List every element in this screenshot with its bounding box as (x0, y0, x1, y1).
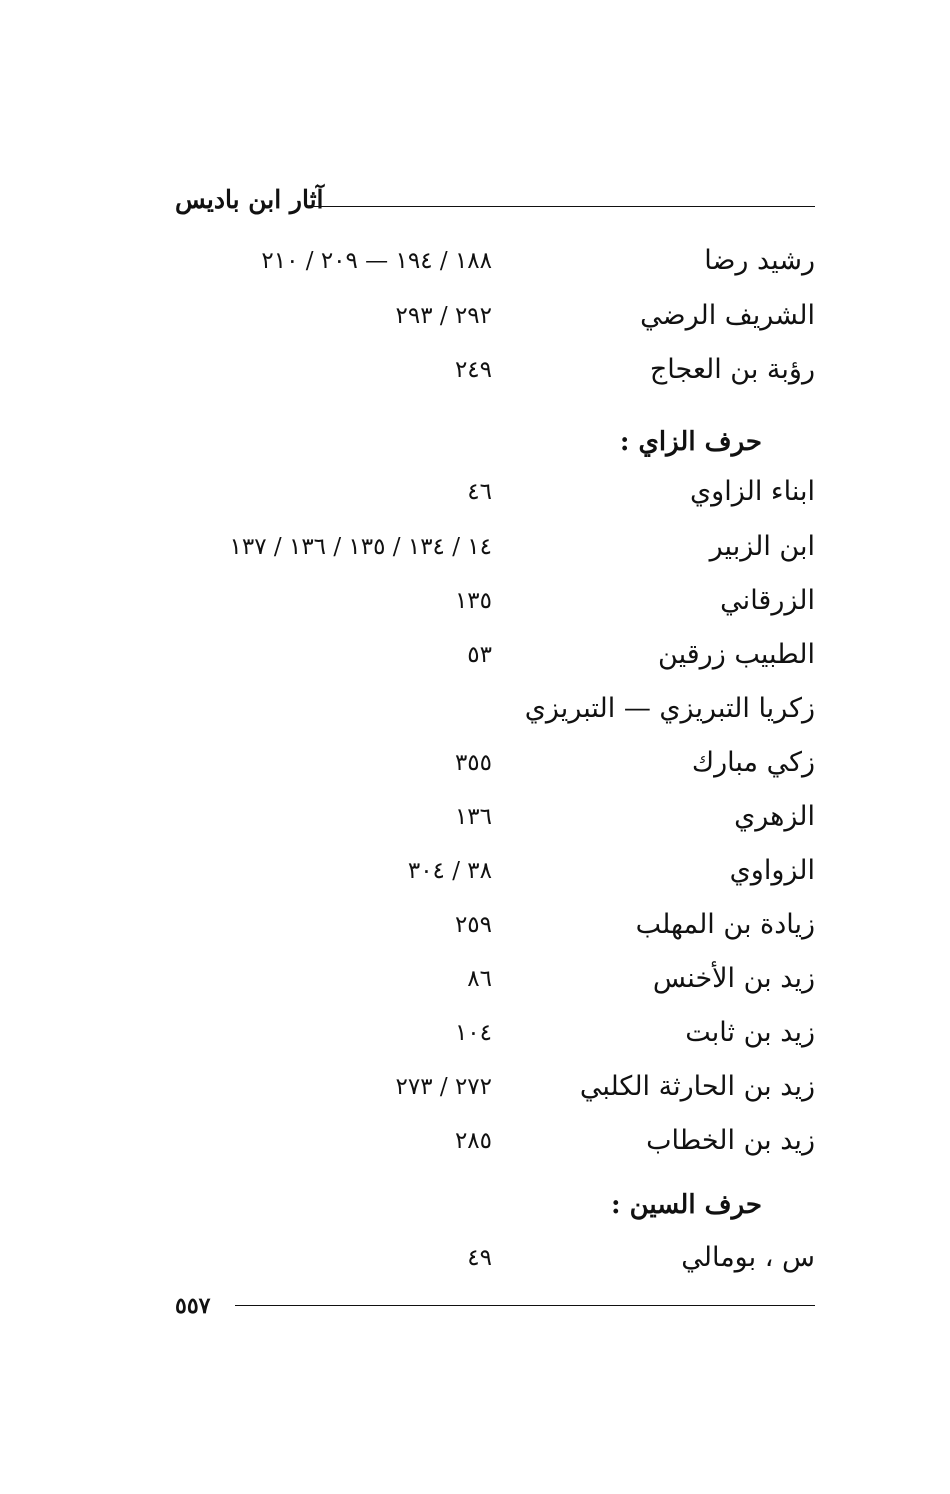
section-title: حرف السين : (610, 1190, 762, 1220)
section-heading-sin (150, 1180, 762, 1230)
entry-pages: ٢٩٢ / ٢٩٣ (395, 303, 492, 329)
entry-name: الطبيب زرقين (658, 639, 815, 670)
book-title: آثار ابن باديس (175, 185, 324, 214)
index-entry (150, 1008, 815, 1058)
entry-pages: ٥٣ (467, 642, 492, 668)
entry-pages: ١٣٥ (454, 588, 492, 614)
entry-name: زيد بن الحارثة الكلبي (579, 1071, 815, 1102)
entry-name: زيادة بن المهلب (635, 909, 815, 940)
index-entry (150, 1233, 815, 1283)
entry-pages: ٤٩ (467, 1245, 492, 1271)
entry-name: الزواوي (729, 855, 815, 886)
entry-pages: ٨٦ (467, 966, 492, 992)
entry-name: ابن الزبير (709, 531, 815, 562)
index-entry (150, 1062, 815, 1112)
entry-name: رؤبة بن العجاج (649, 354, 815, 385)
index-entry (150, 236, 815, 286)
section-heading-zay (150, 417, 762, 467)
page-footer (175, 1288, 815, 1328)
entry-name: زكريا التبريزي — التبريزي (524, 693, 815, 724)
entry-pages: ٣٨ / ٣٠٤ (407, 858, 492, 884)
entry-name: الزهري (734, 801, 815, 832)
running-header (175, 185, 815, 225)
index-entry (150, 846, 815, 896)
entry-name: زيد بن الخطاب (646, 1125, 815, 1156)
index-entry (150, 345, 815, 395)
index-entry (150, 1116, 815, 1166)
entry-pages: ٢٨٥ (454, 1128, 492, 1154)
footer-rule (235, 1305, 815, 1306)
entry-pages: ٢٥٩ (454, 912, 492, 938)
entry-name: زكي مبارك (691, 747, 815, 778)
index-entry (150, 900, 815, 950)
entry-name: س ، بومالي (681, 1242, 815, 1273)
index-entry (150, 467, 815, 517)
entry-pages: ٢٤٩ (454, 357, 492, 383)
entry-pages: ١٣٦ (454, 804, 492, 830)
index-entry (150, 738, 815, 788)
entry-pages: ٣٥٥ (454, 750, 492, 776)
header-rule (308, 206, 815, 207)
entry-pages: ٢٧٢ / ٢٧٣ (395, 1074, 492, 1100)
entry-pages: ١٨٨ / ١٩٤ — ٢٠٩ / ٢١٠ (261, 248, 492, 274)
page-number: ٥٥٧ (175, 1293, 211, 1319)
index-entry (150, 792, 815, 842)
index-entry (150, 630, 815, 680)
entry-name: زيد بن ثابت (685, 1017, 815, 1048)
index-entry (150, 684, 815, 734)
entry-name: رشيد رضا (704, 245, 815, 276)
entry-name: الشريف الرضي (640, 300, 815, 331)
index-entry (150, 522, 815, 572)
entry-name: الزرقاني (720, 585, 815, 616)
index-entry (150, 954, 815, 1004)
entry-pages: ١٤ / ١٣٤ / ١٣٥ / ١٣٦ / ١٣٧ (229, 534, 492, 560)
index-entry (150, 291, 815, 341)
entry-pages: ٤٦ (467, 479, 492, 505)
section-title: حرف الزاي : (619, 427, 762, 457)
entry-name: ابناء الزاوي (690, 476, 815, 507)
entry-pages: ١٠٤ (454, 1020, 492, 1046)
entry-name: زيد بن الأخنس (652, 963, 815, 994)
index-entry (150, 576, 815, 626)
